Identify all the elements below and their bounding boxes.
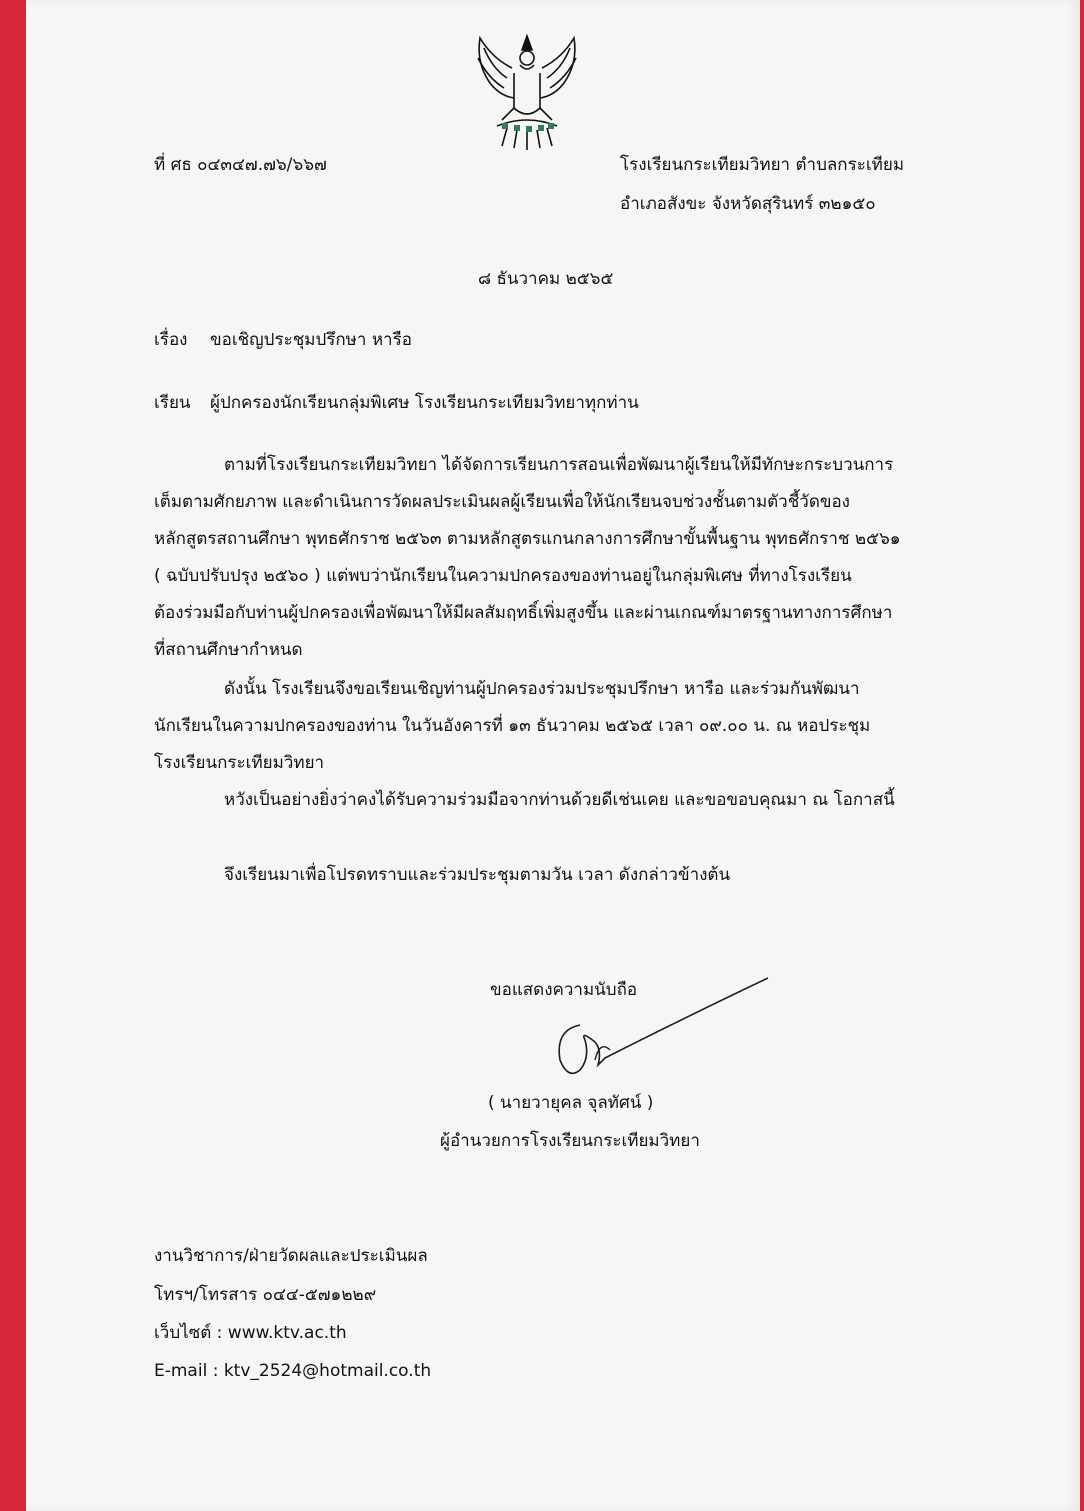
body-line: ต้องร่วมมือกับท่านผู้ปกครองเพื่อพัฒนาให้มีผลสัมฤทธิ์เพิ่มสูงขึ้น และผ่านเกณฑ์มาตรฐานทางการศึกษา [154,603,893,623]
body-line: โรงเรียนกระเทียมวิทยา [154,753,325,773]
body-line: ( ฉบับปรับปรุง ๒๕๖๐ ) แต่พบว่านักเรียนในความปกครองของท่านอยู่ในกลุ่มพิเศษ ที่ทางโรงเรียน [154,566,852,586]
signatory-position: ผู้อำนวยการโรงเรียนกระเทียมวิทยา [440,1131,700,1151]
footer-phone: โทรฯ/โทรสาร ๐๔๔-๕๗๑๒๒๙ [154,1285,377,1305]
closing-salutation: ขอแสดงความนับถือ [490,980,638,1000]
addressee-label: เรียน [154,393,191,413]
body-line: ที่สถานศึกษากำหนด [154,640,303,660]
handwritten-signature [540,970,780,1090]
body-paragraph-1 [154,447,944,669]
body-line: จึงเรียนมาเพื่อโปรดทราบและร่วมประชุมตามวัน เวลา ดังกล่าวข้างต้น [224,865,731,885]
body-line: เต็มตามศักยภาพ และดำเนินการวัดผลประเมินผลผู้เรียนเพื่อให้นักเรียนจบช่วงชั้นตามตัวชี้วัดของ [154,492,850,512]
closing-paragraph [154,857,944,894]
subject-text: ขอเชิญประชุมปรึกษา หารือ [210,330,412,350]
subject-label: เรื่อง [154,330,188,350]
body-line: ตามที่โรงเรียนกระเทียมวิทยา ได้จัดการเรียนการสอนเพื่อพัฒนาผู้เรียนให้มีทักษะกระบวนการ [224,455,894,475]
footer-department: งานวิชาการ/ฝ่ายวัดผลและประเมินผล [154,1246,428,1266]
footer-website: เว็บไซต์ : www.ktv.ac.th [154,1323,347,1343]
garuda-emblem-icon [462,28,592,158]
reference-number: ที่ ศธ ๐๔๓๔๗.๗๖/๖๖๗ [154,155,327,175]
school-address-line2: อำเภอสังขะ จังหวัดสุรินทร์ ๓๒๑๕๐ [620,194,876,214]
body-paragraph-2 [154,671,944,782]
body-line: หวังเป็นอย่างยิ่งว่าคงได้รับความร่วมมือจากท่านด้วยดีเช่นเคย และขอขอบคุณมา ณ โอกาสนี้ [224,790,895,810]
body-line: ดังนั้น โรงเรียนจึงขอเรียนเชิญท่านผู้ปกครองร่วมประชุมปรึกษา หารือ และร่วมกันพัฒนา [224,679,860,699]
body-paragraph-3 [154,782,944,819]
footer-email: E-mail : ktv_2524@hotmail.co.th [154,1361,432,1381]
letter-date: ๘ ธันวาคม ๒๕๖๕ [478,269,614,289]
school-address-line1: โรงเรียนกระเทียมวิทยา ตำบลกระเทียม [620,155,905,175]
body-line: นักเรียนในความปกครองของท่าน ในวันอังคารที่ ๑๓ ธันวาคม ๒๕๖๕ เวลา ๐๙.๐๐ น. ณ หอประชุม [154,716,871,736]
body-line: หลักสูตรสถานศึกษา พุทธศักราช ๒๕๖๓ ตามหลักสูตรแกนกลางการศึกษาขั้นพื้นฐาน พุทธศักราช ๒๕๖๑ [154,529,901,549]
addressee-text: ผู้ปกครองนักเรียนกลุ่มพิเศษ โรงเรียนกระเทียมวิทยาทุกท่าน [210,393,639,413]
signatory-name: ( นายวายุคล จุลทัศน์ ) [488,1093,654,1113]
